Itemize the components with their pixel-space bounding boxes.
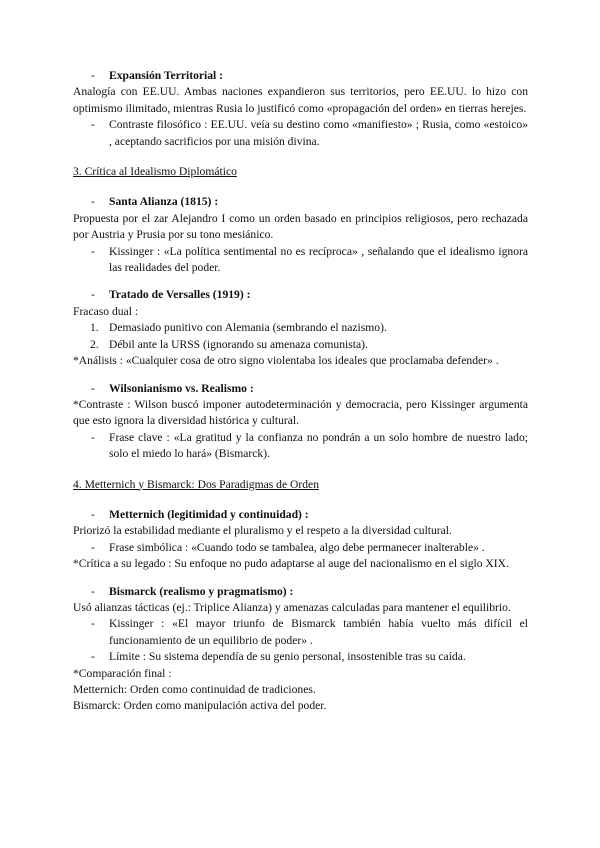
numbered-item: [73, 320, 528, 336]
section-heading-4: 4. Metternich y Bismarck: Dos Paradigmas de Orden: [73, 477, 319, 491]
section-heading-3: 3. Crítica al Idealismo Diplomático: [73, 165, 237, 179]
heading-text: Bismarck (realismo y pragmatismo) :: [109, 584, 294, 598]
bullet-dash: -: [91, 69, 95, 82]
bullet-heading-versalles: [73, 287, 528, 303]
paragraph-fracaso: Fracaso dual :: [73, 304, 139, 318]
bullet-dash: -: [91, 584, 95, 598]
sub-bullet-text: Frase simbólica : «Cuando todo se tambalea, algo debe permanecer inalterable» .: [109, 540, 485, 554]
bullet-heading-expansion: [73, 68, 528, 84]
item-text: Débil ante la URSS (ignorando su amenaza comunista).: [109, 337, 368, 351]
item-number: 1.: [90, 321, 99, 335]
sub-bullet-contraste: [73, 117, 528, 150]
bullet-dash: -: [91, 617, 95, 631]
sub-bullet-frase-clave: [73, 430, 528, 463]
bullet-heading-wilsonianismo: [73, 381, 528, 397]
bullet-heading-metternich: [73, 507, 528, 523]
sub-bullet-limite: [73, 649, 528, 665]
heading-text: Metternich (legitimidad y continuidad) :: [109, 507, 309, 521]
heading-text: Expansión Territorial :: [109, 69, 224, 82]
sub-bullet-text: Límite : Su sistema dependía de su genio personal, insostenible tras su caída.: [109, 650, 466, 664]
bullet-dash: -: [91, 650, 95, 664]
bullet-dash: -: [91, 288, 95, 302]
comparison-metternich: Metternich: Orden como continuidad de tradiciones.: [73, 683, 316, 696]
bullet-dash: -: [91, 430, 95, 444]
numbered-item: [73, 337, 528, 353]
comparison-bismarck: Bismarck: Orden como manipulación activa del poder.: [73, 699, 327, 713]
heading-text: Tratado de Versalles (1919) :: [109, 288, 251, 302]
document-content: [73, 68, 528, 715]
sub-bullet-frase-simbolica: [73, 540, 528, 556]
paragraph-bismarck: Usó alianzas tácticas (ej.: Triplice Alianza) y amenazas calculadas para mantener el equilibrio.: [73, 600, 511, 614]
sub-bullet-text: Kissinger : «El mayor triunfo de Bismarck también había vuelto más difícil el funcionamiento de un equilibrio de poder» .: [109, 617, 528, 647]
sub-bullet-kissinger-1: [73, 244, 528, 277]
heading-text: Wilsonianismo vs. Realismo :: [109, 381, 254, 395]
bullet-dash: -: [91, 244, 95, 258]
bullet-dash: -: [91, 381, 95, 395]
bullet-dash: -: [91, 540, 95, 554]
bullet-dash: -: [91, 195, 95, 209]
sub-bullet-text: Contraste filosófico : EE.UU. veía su destino como «manifiesto» ; Rusia, como «estoico» , aceptando sacrificios por una misión divina.: [109, 118, 528, 148]
heading-text: Santa Alianza (1815) :: [109, 195, 219, 209]
paragraph-contraste: *Contraste : Wilson buscó imponer autodeterminación y democracia, pero Kissinger argumenta que esto ignora la diversidad histórica y cultural.: [73, 397, 528, 428]
item-number: 2.: [90, 337, 99, 351]
item-text: Demasiado punitivo con Alemania (sembrando el nazismo).: [109, 321, 387, 335]
paragraph-santa-alianza: Propuesta por el zar Alejandro I como un orden basado en principios religiosos, pero rechazada por Austria y Prusia por su tono mesiánico.: [73, 211, 528, 242]
paragraph-expansion: Analogía con EE.UU. Ambas naciones expandieron sus territorios, pero EE.UU. lo hizo con optimismo ilimitado, mientras Rusia lo justificó como «propagación del orden» en tierras herejes.: [73, 85, 528, 115]
bullet-heading-bismarck: [73, 584, 528, 600]
paragraph-metternich: Priorizó la estabilidad mediante el pluralismo y el respeto a la diversidad cultural.: [73, 524, 452, 538]
sub-bullet-text: Frase clave : «La gratitud y la confianza no pondrán a un solo hombre de nuestro lado; solo el miedo lo hará» (Bismarck).: [109, 430, 528, 461]
paragraph-analisis: *Análisis : «Cualquier cosa de otro signo violentaba los ideales que proclamaba defender» .: [73, 354, 499, 368]
bullet-dash: -: [91, 507, 95, 521]
sub-bullet-kissinger-2: [73, 616, 528, 649]
paragraph-critica: *Crítica a su legado : Su enfoque no pudo adaptarse al auge del nacionalismo en el siglo XIX.: [73, 557, 509, 571]
bullet-dash: -: [91, 118, 95, 132]
bullet-heading-santa-alianza: [73, 194, 528, 210]
sub-bullet-text: Kissinger : «La política sentimental no es recíproca» , señalando que el idealismo ignora las realidades del poder.: [109, 244, 528, 275]
comparison-title: *Comparación final :: [73, 666, 172, 680]
